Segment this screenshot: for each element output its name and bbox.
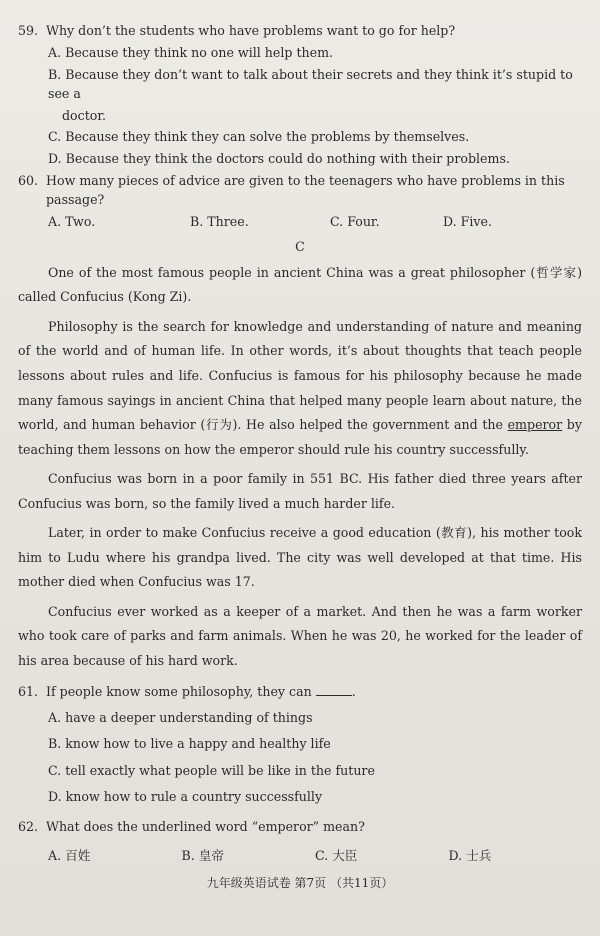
question-61-option-b: B. know how to live a happy and healthy life	[48, 736, 331, 752]
passage-paragraph-2	[18, 315, 582, 462]
question-60	[18, 172, 582, 232]
question-60-text: How many pieces of advice are given to the teenagers who have problems in this passage?	[46, 173, 565, 208]
question-62	[18, 814, 582, 866]
question-61-end: .	[351, 683, 356, 699]
question-59-option-b-line2: doctor.	[62, 107, 106, 123]
underlined-word-emperor: emperor	[507, 417, 563, 433]
question-59-text: Why don’t the students who have problems want to go for help?	[46, 23, 456, 38]
passage-paragraph-2-start: Philosophy is the search for knowledge and understanding of nature and meaning of the world and of human life. In other words, it’s about thoughts that teach people lessons about rules and life. Confucius is famous for his philosophy because he made many famous sayings in ancient China that helped many people learn about nature, the world, and human behavior (行为). He also helped the government and the	[18, 318, 582, 433]
question-62-option-d: D. 士兵	[448, 847, 492, 863]
question-60-option-b: B. Three.	[190, 214, 249, 230]
question-59-option-b-line1: B. Because they don’t want to talk about their secrets and they think it’s stupid to see a	[48, 66, 573, 101]
passage-paragraph-5: Confucius ever worked as a keeper of a market. And then he was a farm worker who took care of parks and farm animals. When he was 20, he worked for the leader of his area because of his hard work.	[18, 603, 582, 668]
question-61	[18, 679, 582, 811]
reading-passage-c	[18, 261, 582, 674]
question-62-number: 62.	[18, 818, 39, 834]
passage-paragraph-4: Later, in order to make Confucius receive a good education (教育), his mother took him to Ludu where his grandpa lived. The city was well developed at that time. His mother died when Confucius was 17.	[18, 525, 582, 590]
question-60-stem	[18, 172, 582, 210]
question-61-text: If people know some philosophy, they can	[46, 683, 312, 699]
question-61-stem	[18, 679, 582, 705]
question-61-option-c: C. tell exactly what people will be like in the future	[48, 762, 375, 778]
question-61-option-d: D. know how to rule a country successfully	[48, 789, 323, 805]
question-62-stem	[18, 814, 582, 839]
question-59-option-c: C. Because they think they can solve the problems by themselves.	[48, 129, 470, 145]
question-62-option-a: A. 百姓	[48, 847, 91, 863]
question-62-option-b: B. 皇帝	[181, 847, 224, 863]
question-62-options	[18, 847, 582, 866]
section-heading-c: C	[295, 238, 305, 254]
passage-paragraph-2-end: by teaching them lessons on how the emperor should rule his country successfully.	[18, 417, 582, 457]
question-59-stem	[18, 22, 582, 41]
page-footer: 九年级英语试卷 第7页 （共11页）	[206, 875, 394, 890]
question-61-option-a: A. have a deeper understanding of things	[48, 709, 313, 725]
question-62-text: What does the underlined word “emperor” mean?	[46, 818, 365, 834]
question-59-option-a: A. Because they think no one will help them.	[48, 44, 334, 60]
question-60-option-d: D. Five.	[443, 214, 492, 230]
question-61-number: 61.	[18, 683, 39, 699]
question-59	[18, 22, 582, 169]
answer-blank	[316, 695, 352, 696]
question-59-option-d: D. Because they think the doctors could do nothing with their problems.	[48, 151, 510, 167]
question-60-options	[18, 213, 582, 232]
question-60-option-c: C. Four.	[330, 214, 380, 230]
passage-paragraph-1: One of the most famous people in ancient China was a great philosopher (哲学家) called Confucius (Kong Zi).	[18, 264, 582, 305]
question-60-option-a: A. Two.	[48, 214, 96, 230]
passage-paragraph-3: Confucius was born in a poor family in 551 BC. His father died three years after Confucius was born, so the family lived a much harder life.	[18, 471, 582, 511]
question-60-number: 60.	[18, 173, 39, 189]
question-59-number: 59.	[18, 23, 39, 38]
question-62-option-c: C. 大臣	[315, 847, 358, 863]
